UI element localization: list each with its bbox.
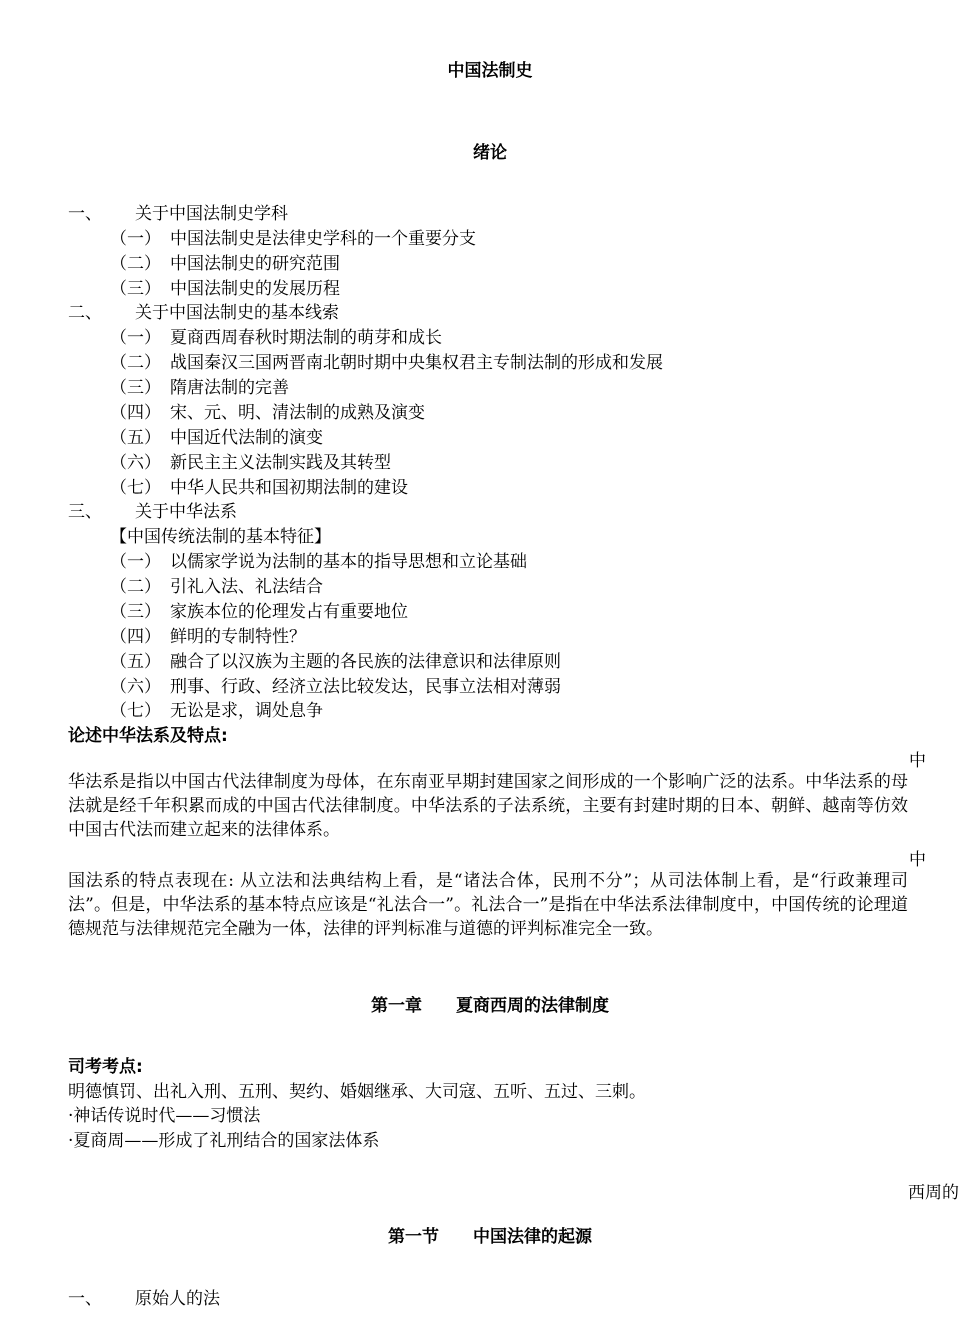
- list-item: 宋、元、明、清法制的成熟及演变: [170, 403, 425, 423]
- list-item-number: （三）: [110, 279, 161, 299]
- section-number: 三、: [68, 502, 102, 522]
- list-item-number: （二）: [110, 577, 161, 597]
- list-item: 战国秦汉三国两晋南北朝时期中央集权君主专制法制的形成和发展: [170, 353, 663, 373]
- list-item: 中国法制史的研究范围: [170, 254, 340, 274]
- list-item-number: （五）: [110, 652, 161, 672]
- list-item: 中国法制史是法律史学科的一个重要分支: [170, 229, 476, 249]
- essay-paragraph-2: 国法系的特点表现在: 从立法和法典结构上看，是“诸法合体，民刑不分”；从司法体制上看，是“行政兼理司法”。但是，中华法系的基本特点应该是“礼法合一”。礼法合一”是指在中华法系法律制度中，中国传统的论理道德规范与法律规范完全融为一体，法律的评判标准与道德的评判标准完全一致。: [68, 871, 908, 939]
- list-item: 鲜明的专制特性？: [170, 627, 306, 647]
- list-item: 无讼是求，调处息争: [170, 701, 323, 721]
- list-item-number: （一）: [110, 552, 161, 572]
- list-item-number: （七）: [110, 478, 161, 498]
- list-item-number: （三）: [110, 602, 161, 622]
- list-item: 隋唐法制的完善: [170, 378, 289, 398]
- list-item-number: （四）: [110, 627, 161, 647]
- section-subheading: 【中国传统法制的基本特征】: [110, 527, 331, 547]
- list-item-number: （五）: [110, 428, 161, 448]
- list-item-number: （二）: [110, 353, 161, 373]
- list-item: 家族本位的伦理发占有重要地位: [170, 602, 408, 622]
- list-item: 中国法制史的发展历程: [170, 279, 340, 299]
- essay-paragraph-1: 华法系是指以中国古代法律制度为母体，在东南亚早期封建国家之间形成的一个影响广泛的法系。中华法系的母法就是经千年积累而成的中国古代法律制度。中华法系的子法系统，主要有封建时期的日本、朝鲜、越南等仿效中国古代法而建立起来的法律体系。: [68, 772, 908, 840]
- section-heading: 第一节 中国法律的起源: [388, 1227, 592, 1247]
- list-item: 中华人民共和国初期法制的建设: [170, 478, 408, 498]
- list-item: 刑事、行政、经济立法比较发达，民事立法相对薄弱: [170, 677, 561, 697]
- list-item-number: （六）: [110, 677, 161, 697]
- section-title: 关于中国法制史学科: [135, 204, 288, 224]
- list-item: 新民主主义法制实践及其转型: [170, 453, 391, 473]
- list-item: 融合了以汉族为主题的各民族的法律意识和法律原则: [170, 652, 561, 672]
- list-item-number: （六）: [110, 453, 161, 473]
- list-item-number: （七）: [110, 701, 161, 721]
- page-title: 中国法制史: [447, 61, 533, 81]
- section-number: 二、: [68, 303, 102, 323]
- bullet-item: ·夏商周——形成了礼刑结合的国家法体系: [68, 1131, 380, 1151]
- paragraph-lead-char: 中: [909, 850, 926, 870]
- section-number: 一、: [68, 1289, 102, 1309]
- list-item: 引礼入法、礼法结合: [170, 577, 323, 597]
- list-item-number: （二）: [110, 254, 161, 274]
- exam-points-heading: 司考考点:: [68, 1057, 143, 1077]
- list-item: 以儒家学说为法制的基本的指导思想和立论基础: [170, 552, 527, 572]
- list-item: 中国近代法制的演变: [170, 428, 323, 448]
- essay-heading: 论述中华法系及特点:: [68, 726, 228, 746]
- section-title: 关于中华法系: [135, 502, 237, 522]
- section-title: 原始人的法: [135, 1289, 220, 1309]
- exam-points: 明德慎罚、出礼入刑、五刑、契约、婚姻继承、大司寇、五听、五过、三刺。: [68, 1082, 646, 1102]
- list-item-number: （一）: [110, 229, 161, 249]
- list-item: 夏商西周春秋时期法制的萌芽和成长: [170, 328, 442, 348]
- bullet-item: ·神话传说时代——习惯法: [68, 1106, 261, 1126]
- clipped-text-fragment: 西周的: [908, 1183, 959, 1203]
- section-title: 关于中国法制史的基本线索: [135, 303, 339, 323]
- list-item-number: （四）: [110, 403, 161, 423]
- section-number: 一、: [68, 204, 102, 224]
- paragraph-lead-char: 中: [909, 751, 926, 771]
- intro-heading: 绪论: [473, 143, 507, 163]
- list-item-number: （一）: [110, 328, 161, 348]
- chapter-heading: 第一章 夏商西周的法律制度: [371, 996, 609, 1016]
- list-item-number: （三）: [110, 378, 161, 398]
